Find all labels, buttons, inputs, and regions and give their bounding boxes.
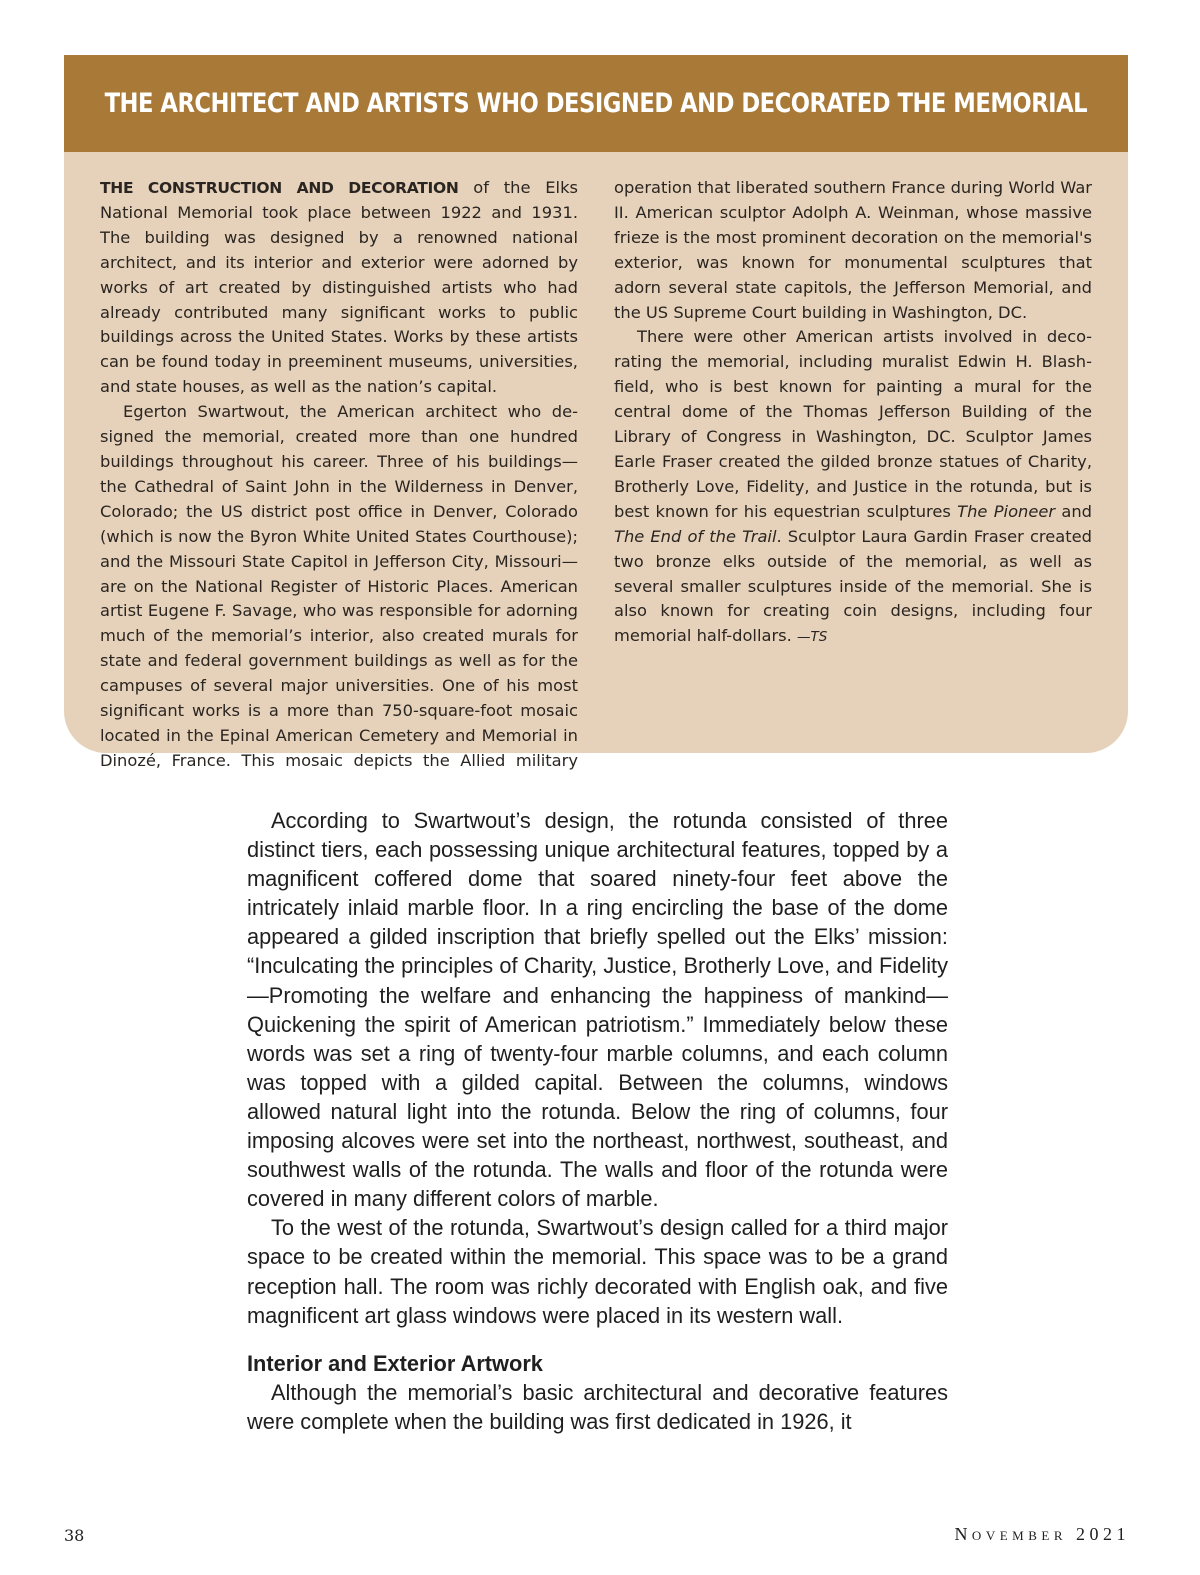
sidebar-paragraph-2-continued: operation that liberated southern France during World War II. American sculptor Adolph A. Weinman, whose massive frieze is the most prominent decoration on the memorial's exterior, was known for monumental sculptures that adorn several state capitols, the Jefferson Memorial, and the US Supreme Court building in Washington, DC. <box>614 178 1092 322</box>
sidebar-paragraph-2 <box>100 400 578 774</box>
sidebar-paragraph-3 <box>614 325 1092 650</box>
sidebar-paragraph-3-text-a: There were other American artists involved in decorating the memorial, including muralist Edwin H. Blashfield, who is best known for painting a mural for the central dome of the Thomas Jefferson Building of the Library of Congress in Washington, DC. Sculptor James Earle Fraser created the gilded bronze statues of Charity, Brotherly Love, Fidelity, and Justice in the rotunda, but is best known for his equestrian sculptures <box>614 327 1092 521</box>
sidebar-column-right <box>614 176 1092 650</box>
sidebar-paragraph-3-text-b: and <box>1055 501 1093 521</box>
sidebar-column-left <box>100 176 578 774</box>
sidebar-box <box>64 55 1128 770</box>
sidebar-title: THE ARCHITECT AND ARTISTS WHO DESIGNED AND DECORATED THE MEMORIAL <box>104 88 1088 119</box>
sidebar-paragraph-1-text: of the Elks National Memorial took place between 1922 and 1931. The building was designed by a renowned national architect, and its interior and exterior were adorned by works of art created by distinguished artists who had already contributed many significant works to public buildings across the United States. Works by these artists can be found today in preeminent museums, universities, and state houses, as well as the nation’s capital. <box>100 178 578 397</box>
issue-date: November 2021 <box>954 1524 1130 1544</box>
sidebar-paragraph-3-text-c: . Sculptor Laura Gardin Fraser created two bronze elks outside of the memorial, as well as several smaller sculptures inside of the memorial. She is also known for creating coin designs, including four memorial half-dollars. <box>614 526 1092 646</box>
sidebar-title-the-pioneer: The Pioneer <box>957 501 1056 521</box>
sidebar-paragraph-1 <box>100 176 578 400</box>
sidebar-credit: —TS <box>796 629 828 646</box>
sidebar-lead-in: THE CONSTRUCTION AND DECORATION <box>100 179 459 197</box>
body-paragraph-2: To the west of the rotunda, Swartwout’s design called for a third major space to be created within the memorial. This space was to be a grand reception hall. The room was richly decorated with English oak, and five magnificent art glass windows were placed in its western wall. <box>247 1215 948 1328</box>
page-number: 38 <box>64 1526 85 1545</box>
body-paragraph-1: According to Swartwout’s design, the rotunda consisted of three distinct tiers, each possessing unique architectural features, topped by a magnificent coffered dome that soared ninety-four feet above the intricately inlaid marble floor. In a ring encircling the base of the dome appeared a gilded inscription that briefly spelled out the Elks’ mission: “Inculcating the principles of Charity, Justice, Brotherly Love, and Fidelity—Promoting the welfare and enhancing the happiness of mankind—Quickening the spirit of American patriotism.” Immediately below these words was set a ring of twenty-four marble columns, and each column was topped with a gilded capital. Between the columns, windows allowed natural light into the rotunda. Below the ring of columns, four imposing alcoves were set into the northeast, northwest, southeast, and southwest walls of the rotunda. The walls and floor of the rotunda were covered in many different colors of marble. <box>247 808 948 1212</box>
sidebar-title-end-of-trail: The End of the Trail <box>614 526 777 546</box>
body-paragraph-3: Although the memorial’s basic architectural and decorative features were complete when the building was first dedicated in 1926, it <box>247 1379 948 1434</box>
sidebar-header <box>64 55 1128 152</box>
main-article-text <box>247 806 948 1436</box>
sidebar-paragraph-2-text: Egerton Swartwout, the American architect who designed the memorial, created more than one hundred buildings throughout his career. Three of his buildings—the Cathedral of Saint John in the Wilderness in Denver, Colorado; the US district post office in Denver, Colorado (which is now the Byron White United States Courthouse); and the Missouri State Capitol in Jefferson City, Missouri—are on the National Register of Historic Places. American artist Eugene F. Savage, who was responsible for adorning much of the memorial’s interior, also created murals for state and federal government buildings as well as for the campuses of several major universities. One of his most significant works is a more than 750-square-foot mosaic located in the Epinal American Cemetery and Memorial in Dinozé, France. This mosaic depicts the Allied military <box>100 402 578 770</box>
section-heading: Interior and Exterior Artwork <box>247 1350 543 1376</box>
